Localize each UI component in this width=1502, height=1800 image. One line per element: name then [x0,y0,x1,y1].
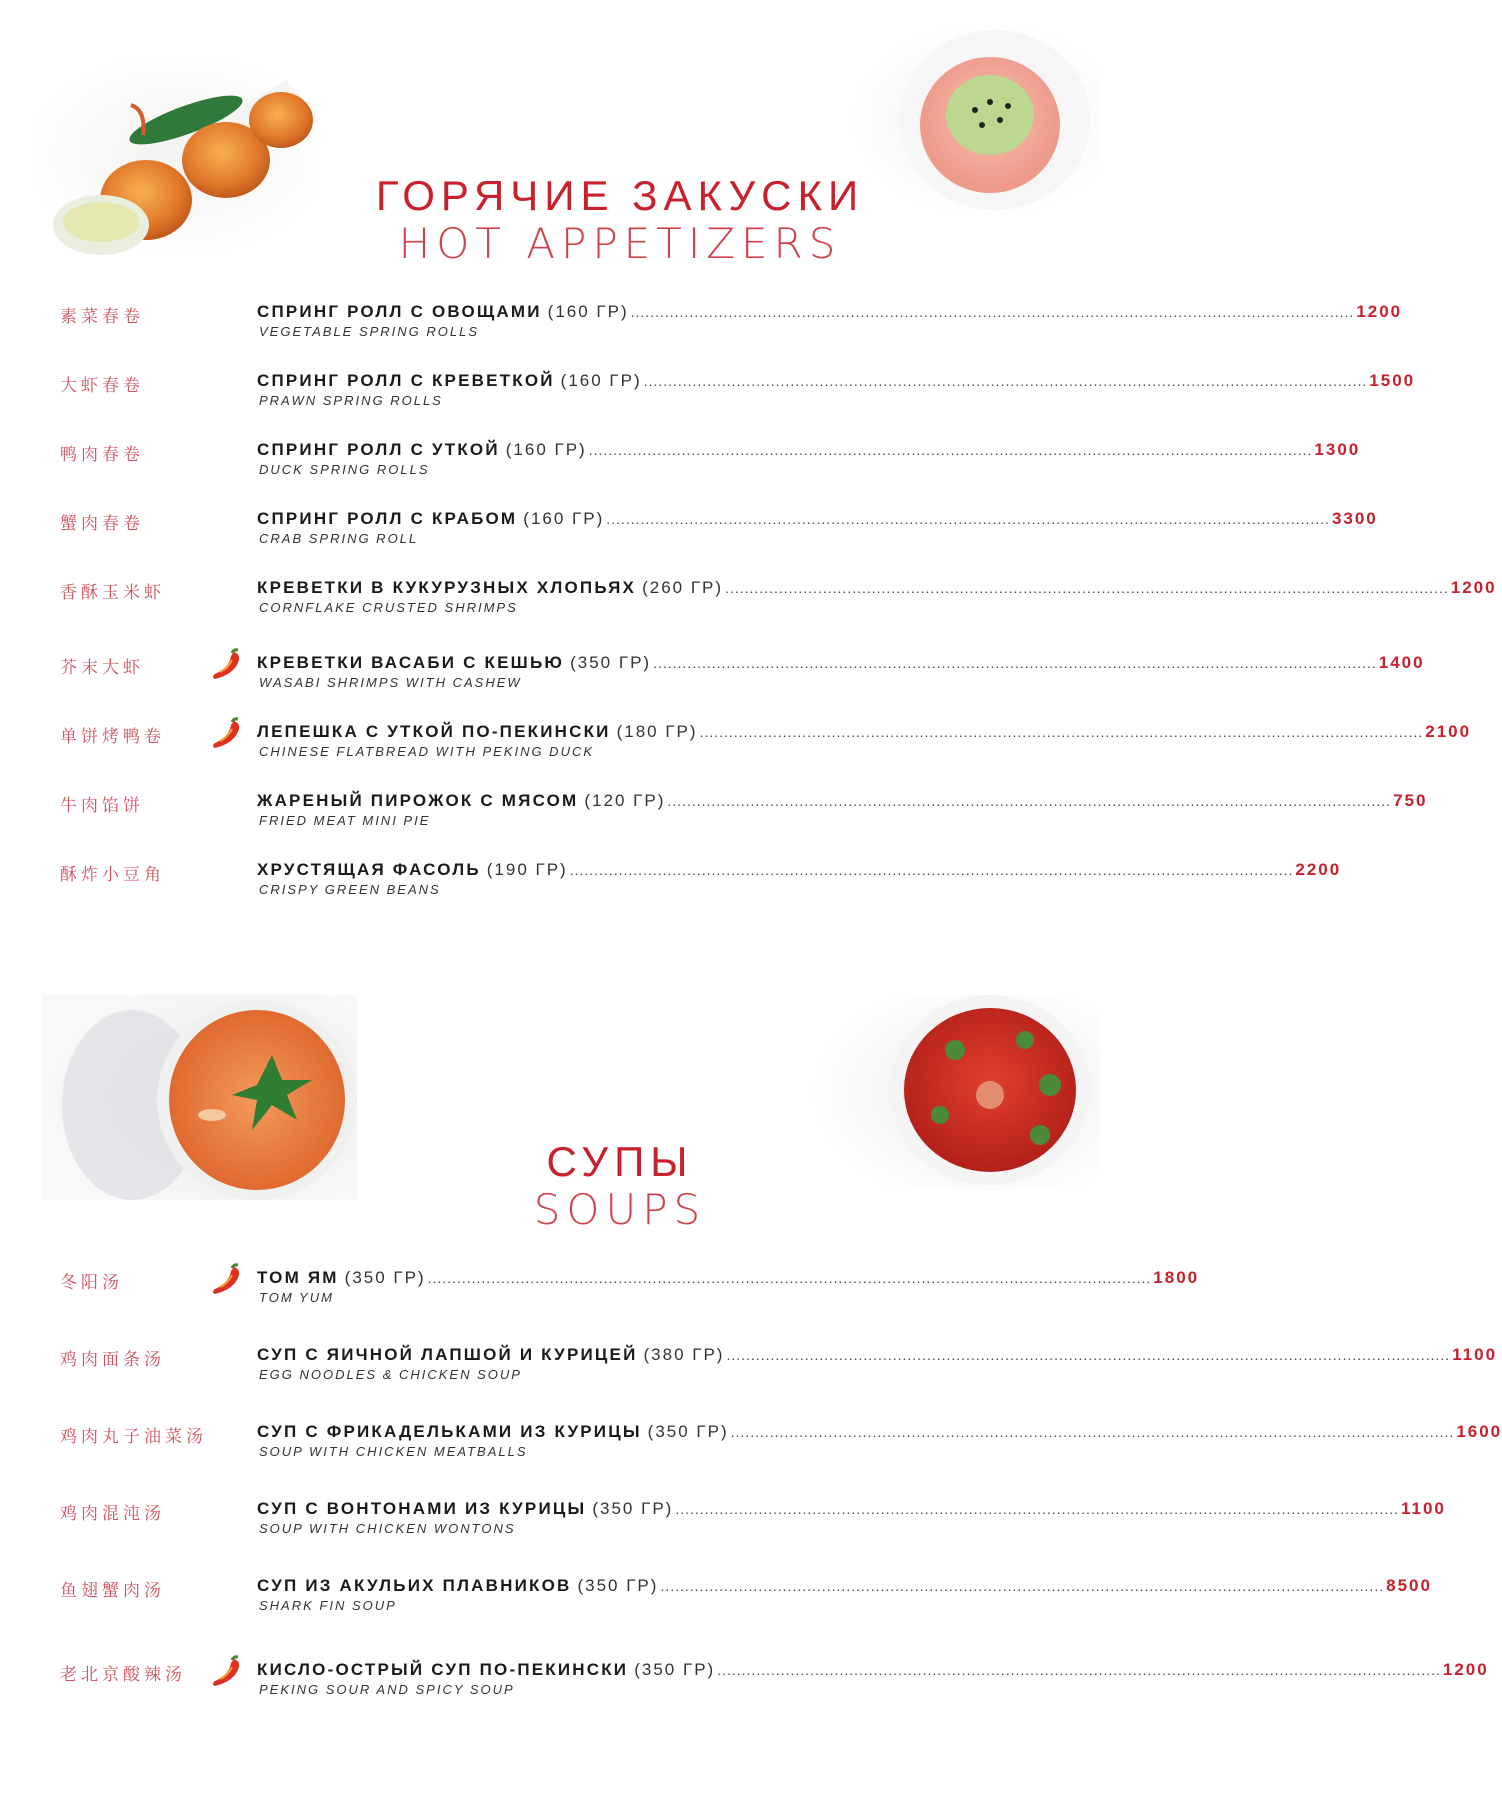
chili-pepper-icon [208,1654,244,1690]
section-title-en: HOT APPETIZERS [398,219,842,268]
menu-item [0,509,1378,559]
leader-dots: .................................................................................................................................................... [606,511,1330,527]
item-weight: (350 ГР) [634,1660,716,1679]
menu-item [0,1499,1446,1549]
item-price: 750 [1393,791,1428,810]
section-heading-appetizers [0,172,1240,268]
item-price: 1200 [1450,578,1497,597]
menu-item [0,371,1416,421]
item-price: 1100 [1401,1499,1446,1518]
item-weight: (120 ГР) [584,791,666,810]
item-name-ru: КРЕВЕТКИ В КУКУРУЗНЫХ ХЛОПЬЯХ [257,578,637,597]
leader-dots: .................................................................................................................................................... [730,1424,1455,1440]
item-name-en: VEGETABLE SPRING ROLLS [259,324,480,339]
item-weight: (350 ГР) [647,1422,729,1441]
menu-item [0,1345,1498,1395]
item-name-ru: СУП С ЯИЧНОЙ ЛАПШОЙ И КУРИЦЕЙ [257,1345,638,1364]
menu-item [0,1268,1282,1318]
chili-pepper-icon [208,1262,244,1298]
item-name-ru: КРЕВЕТКИ ВАСАБИ С КЕШЬЮ [257,653,565,672]
leader-dots: .................................................................................................................................................... [660,1578,1385,1594]
item-price: 1400 [1378,653,1425,672]
item-name-zh: 冬阳汤 [60,1273,123,1293]
item-name-en: FRIED MEAT MINI PIE [259,813,431,828]
item-weight: (160 ГР) [523,509,605,528]
item-name-en: PEKING SOUR AND SPICY SOUP [259,1682,515,1697]
item-weight: (350 ГР) [592,1499,674,1518]
item-price: 2100 [1425,722,1472,741]
item-name-zh: 鱼翅蟹肉汤 [60,1581,165,1601]
leader-dots: .................................................................................................................................................... [725,580,1449,596]
chili-pepper-icon [208,716,244,752]
item-name-zh: 鸡肉混沌汤 [60,1504,165,1524]
item-weight: (260 ГР) [642,578,724,597]
item-name-ru: ХРУСТЯЩАЯ ФАСОЛЬ [257,860,481,879]
item-name-en: CRAB SPRING ROLL [259,531,419,546]
item-name-en: SOUP WITH CHICKEN WONTONS [259,1521,516,1536]
item-name-ru: ЛЕПЕШКА С УТКОЙ ПО-ПЕКИНСКИ [257,722,611,741]
item-name-ru: ТОМ ЯМ [257,1268,339,1287]
item-name-zh: 老北京酸辣汤 [60,1665,186,1685]
leader-dots: .................................................................................................................................................... [427,1270,1152,1286]
item-weight: (380 ГР) [643,1345,725,1364]
item-price: 1100 [1452,1345,1498,1364]
item-price: 8500 [1386,1576,1432,1595]
section-title-ru: СУПЫ [546,1138,694,1185]
item-name-ru: СПРИНГ РОЛЛ С ОВОЩАМИ [257,302,542,321]
section-heading-soups [0,1138,1240,1234]
leader-dots: .................................................................................................................................................... [675,1501,1399,1517]
item-name-en: SHARK FIN SOUP [259,1598,397,1613]
item-name-en: CRISPY GREEN BEANS [259,882,441,897]
item-weight: (160 ГР) [505,440,587,459]
leader-dots: .................................................................................................................................................... [569,862,1294,878]
item-name-zh: 鸭肉春卷 [60,445,144,465]
item-name-en: TOM YUM [259,1290,334,1305]
item-name-ru: КИСЛО-ОСТРЫЙ СУП ПО-ПЕКИНСКИ [257,1660,629,1679]
menu-item [0,1576,1432,1626]
leader-dots: .................................................................................................................................................... [588,442,1313,458]
item-name-zh: 鸡肉丸子油菜汤 [60,1427,207,1447]
item-name-ru: СПРИНГ РОЛЛ С КРЕВЕТКОЙ [257,371,555,390]
item-name-zh: 大虾春卷 [60,376,144,396]
item-price: 1800 [1153,1268,1200,1287]
item-weight: (350 ГР) [344,1268,426,1287]
menu-item [0,1660,1489,1710]
item-price: 1500 [1369,371,1416,390]
item-price: 2200 [1295,860,1342,879]
item-price: 1300 [1314,440,1361,459]
item-name-ru: СУП ИЗ АКУЛЬИХ ПЛАВНИКОВ [257,1576,572,1595]
item-price: 1200 [1356,302,1403,321]
item-name-ru: СУП С ВОНТОНАМИ ИЗ КУРИЦЫ [257,1499,587,1518]
item-weight: (160 ГР) [547,302,629,321]
item-name-zh: 香酥玉米虾 [60,583,165,603]
item-weight: (160 ГР) [560,371,642,390]
menu-item [0,722,1472,772]
chili-pepper-icon [208,647,244,683]
item-weight: (180 ГР) [616,722,698,741]
item-name-en: CHINESE FLATBREAD WITH PEKING DUCK [259,744,595,759]
item-name-zh: 蟹肉春卷 [60,514,144,534]
item-name-en: PRAWN SPRING ROLLS [259,393,443,408]
item-price: 1200 [1442,1660,1489,1679]
section-title-ru: ГОРЯЧИЕ ЗАКУСКИ [375,172,865,219]
item-name-en: CORNFLAKE CRUSTED SHRIMPS [259,600,518,615]
menu-item [0,440,1361,490]
leader-dots: .................................................................................................................................................... [643,373,1368,389]
item-name-zh: 单饼烤鸭卷 [60,727,165,747]
leader-dots: .................................................................................................................................................... [699,724,1424,740]
item-name-ru: ЖАРЕНЫЙ ПИРОЖОК С МЯСОМ [257,791,579,810]
item-name-zh: 酥炸小豆角 [60,865,165,885]
menu-item [0,860,1342,910]
menu-item [0,578,1497,628]
item-name-ru: СУП С ФРИКАДЕЛЬКАМИ ИЗ КУРИЦЫ [257,1422,642,1441]
item-name-en: EGG NOODLES & CHICKEN SOUP [259,1367,522,1382]
item-name-en: SOUP WITH CHICKEN MEATBALLS [259,1444,528,1459]
item-name-zh: 鸡肉面条汤 [60,1350,165,1370]
leader-dots: .................................................................................................................................................... [653,655,1377,671]
item-price: 3300 [1331,509,1378,528]
item-weight: (350 ГР) [577,1576,659,1595]
leader-dots: .................................................................................................................................................... [667,793,1392,809]
item-name-zh: 素菜春卷 [60,307,144,327]
item-name-ru: СПРИНГ РОЛЛ С КРАБОМ [257,509,518,528]
menu-item [0,791,1428,841]
menu-item [0,1422,1502,1472]
menu-item [0,653,1425,703]
item-weight: (350 ГР) [570,653,652,672]
section-title-en: SOUPS [533,1185,707,1234]
item-name-ru: СПРИНГ РОЛЛ С УТКОЙ [257,440,500,459]
item-name-zh: 芥末大虾 [60,658,144,678]
leader-dots: .................................................................................................................................................... [630,304,1355,320]
leader-dots: .................................................................................................................................................... [726,1347,1451,1363]
menu-item [0,302,1403,352]
item-name-zh: 牛肉馅饼 [60,796,144,816]
item-name-en: DUCK SPRING ROLLS [259,462,430,477]
leader-dots: .................................................................................................................................................... [717,1662,1441,1678]
item-weight: (190 ГР) [486,860,568,879]
item-price: 1600 [1456,1422,1502,1441]
item-name-en: WASABI SHRIMPS WITH CASHEW [259,675,522,690]
